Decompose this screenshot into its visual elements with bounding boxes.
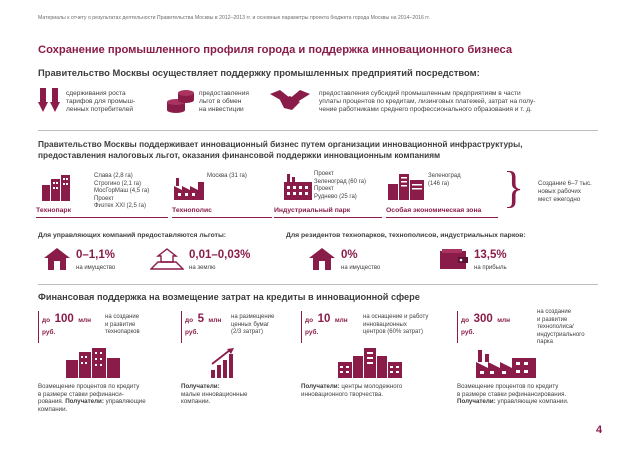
benefit-value-4: 13,5% <box>474 249 507 261</box>
col-divider <box>457 311 458 343</box>
col-divider <box>38 311 39 343</box>
finance-desc-4: на создание и развитие технополиса/ индустриального парка <box>537 309 585 345</box>
finance-caption-2: Получатели: малые инновационные компании. <box>181 383 248 406</box>
coins-icon <box>166 88 196 114</box>
benefit-label-1: на имущество <box>76 265 116 271</box>
campus-icon <box>338 348 402 378</box>
benefit-label-4: на прибыль <box>474 265 507 271</box>
top-note: Материалы к отчету о результатах деятельности Правительства Москвы в 2012–2013 гг. и основные параметры проекта бюджета города Москвы на 2014–2016 гг. <box>38 15 430 21</box>
handshake-icon <box>270 88 310 114</box>
finance-desc-3: на оснащение и работу инновационных центров (60% затрат) <box>363 314 429 335</box>
col-divider <box>181 311 182 343</box>
jobs-note: Создание 6–7 тыс. новых рабочих мест ежегодно <box>538 180 592 203</box>
support-text-2: предоставления льгот в обмен на инвестиции <box>199 90 249 114</box>
page-number: 4 <box>596 424 603 436</box>
residents-benefits-heading: Для резидентов технопарков, технополисов, индустриальных парков: <box>286 232 526 239</box>
divider <box>38 130 598 131</box>
zone-underline-1 <box>36 217 168 218</box>
sez-icon <box>388 174 424 200</box>
zone-underline-4 <box>386 217 498 218</box>
benefit-value-1: 0–1,1% <box>76 249 116 261</box>
house-icon <box>309 248 335 270</box>
finance-amount-1: до 100 млн руб. <box>42 313 92 336</box>
zone-items-industrial-park: Проект Зеленоград (60 га) Проект Руднево (25 га) <box>314 171 367 200</box>
benefit-label-2: на землю <box>189 265 216 271</box>
growth-chart-icon <box>210 348 238 378</box>
support-text-3: предоставления субсидий промышленным предприятиям в части уплаты процентов по кредитам, лизинговых платежей, затрат на полу- чение работниками среднего профессионального образования и т. д. <box>319 90 536 114</box>
arrows-down-icon <box>38 86 64 116</box>
factory-icon <box>476 348 536 378</box>
page-title: Сохранение промышленного профиля города и поддержка инновационного бизнеса <box>38 44 513 56</box>
zone-underline-2 <box>172 217 272 218</box>
finance-caption-3: Получатели: центры молодежного инновационного творчества. <box>301 383 403 398</box>
mgmt-benefits-heading: Для управляющих компаний предоставляются льготы: <box>38 232 227 239</box>
zone-items-technopark: Слава (2,8 га) Строгино (2,1 га) МосГорМаш (4,5 га) Проект Физтех XXI (2,5 га) <box>94 173 150 209</box>
infra-heading: Правительство Москвы поддерживает инновационный бизнес путем организации инновационной инфраструктуры, предоставления налоговых льгот, оказания финансовой поддержки инновационным компаниям <box>38 139 523 160</box>
finance-desc-1: на создание и развитие технопарков <box>105 314 140 335</box>
divider <box>38 284 598 285</box>
technopolis-icon <box>174 178 204 200</box>
industrial-park-icon <box>284 174 312 200</box>
brace-icon: } <box>503 163 525 212</box>
finance-desc-2: на размещение ценных бумаг (2/3 затрат) <box>231 314 275 335</box>
zone-label-sez: Особая экономическая зона <box>386 207 482 214</box>
benefit-value-3: 0% <box>341 249 358 261</box>
zone-items-sez: Зеленоград (146 га) <box>428 173 461 187</box>
zone-items-technopolis: Москва (31 га) <box>207 173 247 179</box>
benefit-label-3: на имущество <box>341 265 381 271</box>
zone-underline-3 <box>274 217 382 218</box>
finance-heading: Финансовая поддержка на возмещение затрат на кредиты в инновационной сфере <box>38 292 420 302</box>
support-text-1: сдерживания роста тарифов для промыш- ленных потребителей <box>66 90 136 114</box>
page-subtitle: Правительство Москвы осуществляет поддержку промышленных предприятий посредством: <box>38 67 480 78</box>
zone-label-technopolis: Технополис <box>172 207 212 214</box>
technopark-icon <box>42 175 70 201</box>
finance-caption-1: Возмещение процентов по кредиту в размере ставки рефинанси- рования. Получатели: управляющие компании. <box>38 383 146 413</box>
finance-amount-2: до 5 млн руб. <box>185 313 222 336</box>
wallet-icon <box>440 249 468 269</box>
finance-amount-3: до 10 млн руб. <box>305 313 348 336</box>
finance-amount-4: до 300 млн руб. <box>461 313 511 336</box>
land-icon <box>150 248 184 270</box>
zone-label-industrial-park: Индустриальный парк <box>274 207 351 214</box>
buildings-icon <box>66 348 120 378</box>
zone-label-technopark: Технопарк <box>36 207 71 214</box>
house-icon <box>44 248 70 270</box>
benefit-value-2: 0,01–0,03% <box>189 249 251 261</box>
finance-caption-4: Возмещение процентов по кредиту в размере ставки рефинансирования. Получатели: управляющие компании. <box>457 383 569 406</box>
col-divider <box>301 311 302 343</box>
